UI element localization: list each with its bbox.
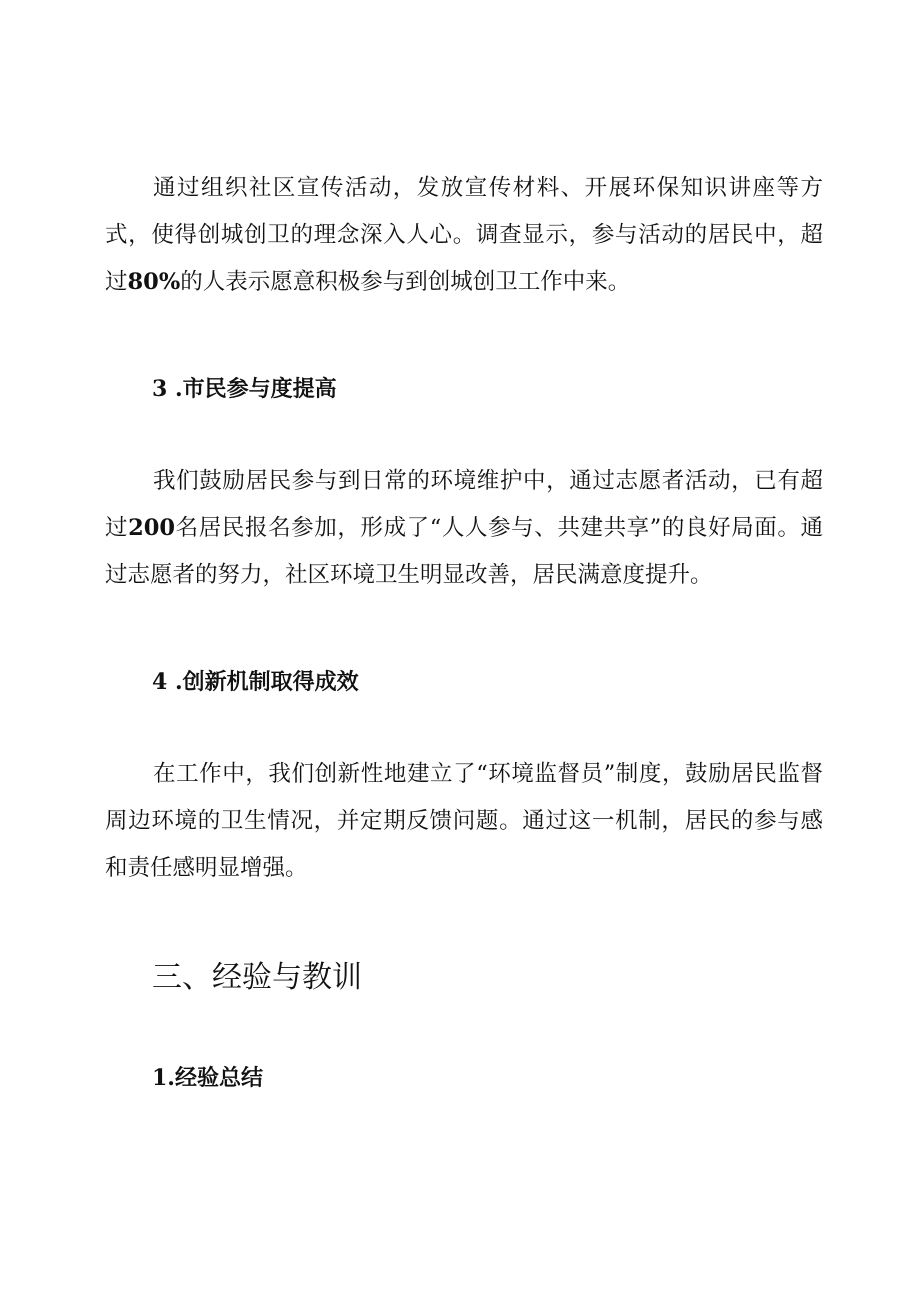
paragraph-volunteers-text-a: 我们鼓励居民参与到日常的环境维护中，通过志愿者活动，已有超过	[105, 468, 823, 541]
paragraph-supervisor-system: 在工作中，我们创新性地建立了“环境监督员”制度，鼓励居民监督周边环境的卫生情况，并定期反馈问题。通过这一机制，居民的参与感和责任感明显增强。	[105, 761, 823, 881]
volunteer-count: 200	[128, 515, 176, 541]
subheading-experience-summary: 1.经验总结	[152, 1065, 263, 1091]
paragraph-volunteers-text-b: 名居民报名参加，形成了“人人参与、共建共享”的良好局面。通过志愿者的努力，社区环境卫生明显改善，居民满意度提升。	[105, 515, 823, 588]
paragraph-publicity	[105, 165, 823, 306]
paragraph-publicity-text-a: 通过组织社区宣传活动，发放宣传材料、开展环保知识讲座等方式，使得创城创卫的理念深入人心。调查显示，参与活动的居民中，超过	[105, 175, 823, 295]
percentage-value: 80%	[127, 269, 181, 295]
subheading-innovation-mechanism: 4 .创新机制取得成效	[152, 669, 359, 695]
section-heading-lessons: 三、经验与教训	[152, 960, 362, 995]
paragraph-volunteers	[105, 458, 823, 599]
paragraph-publicity-text-b: 的人表示愿意积极参与到创城创卫工作中来。	[180, 269, 631, 295]
subheading-citizen-participation: 3 .市民参与度提高	[152, 376, 337, 402]
